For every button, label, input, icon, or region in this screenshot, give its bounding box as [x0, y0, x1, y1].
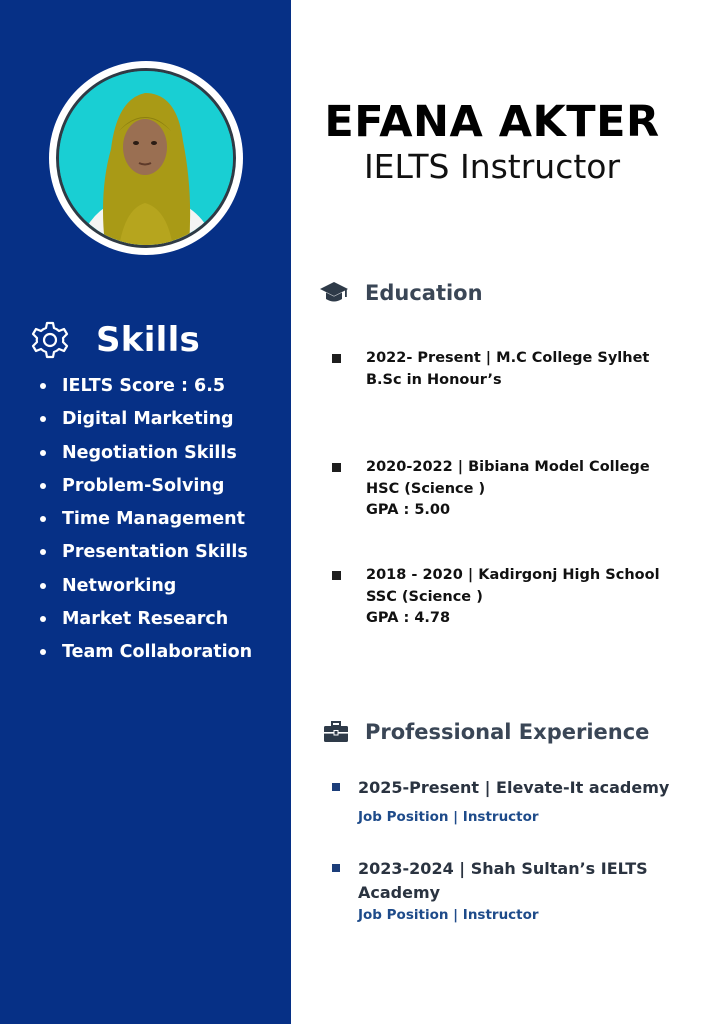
education-line: HSC (Science ) — [366, 480, 486, 497]
bullet-square — [332, 783, 340, 791]
profile-photo — [56, 68, 236, 248]
skills-heading — [30, 318, 200, 362]
person-name: EFANA AKTER — [324, 97, 660, 147]
experience-title-line: 2023-2024 | Shah Sultan’s IELTS — [358, 859, 648, 878]
bullet-square — [332, 571, 341, 580]
graduation-cap-icon — [319, 280, 349, 306]
education-entry — [332, 565, 660, 630]
skill-item: Market Research — [38, 604, 252, 637]
skill-item: Problem-Solving — [38, 471, 252, 504]
bullet-square — [332, 354, 341, 363]
bullet-square — [332, 864, 340, 872]
skill-item: Networking — [38, 571, 252, 604]
skill-item: Presentation Skills — [38, 537, 252, 570]
education-line: GPA : 5.00 — [366, 502, 451, 518]
skill-item: IELTS Score : 6.5 — [38, 371, 252, 404]
skill-item: Negotiation Skills — [38, 438, 252, 471]
gear-icon — [30, 320, 70, 360]
skills-list — [38, 371, 252, 671]
experience-heading — [323, 720, 649, 744]
skill-item: Time Management — [38, 504, 252, 537]
experience-title-line: 2025-Present | Elevate-It academy — [358, 778, 670, 797]
job-position: Job Position | Instructor — [358, 809, 539, 825]
education-line: B.Sc in Honour’s — [366, 371, 502, 388]
education-entry — [332, 348, 649, 391]
experience-entry — [332, 776, 669, 825]
experience-title-line: Academy — [358, 883, 441, 902]
education-entry — [332, 457, 650, 522]
job-position: Job Position | Instructor — [358, 907, 539, 923]
experience-title: Professional Experience — [365, 720, 650, 744]
education-title: Education — [365, 281, 483, 305]
education-heading — [319, 280, 483, 306]
profile-photo-frame — [49, 61, 243, 255]
skill-item: Team Collaboration — [38, 637, 252, 670]
education-line: SSC (Science ) — [366, 588, 483, 605]
education-line: GPA : 4.78 — [366, 610, 451, 626]
experience-entry — [332, 857, 648, 923]
sidebar — [0, 0, 291, 1024]
education-line: 2022- Present | M.C College Sylhet — [366, 350, 650, 366]
briefcase-icon — [323, 721, 349, 743]
education-line: 2020-2022 | Bibiana Model College — [366, 459, 650, 475]
skills-title: Skills — [96, 320, 201, 360]
job-title: IELTS Instructor — [363, 147, 621, 186]
education-line: 2018 - 2020 | Kadirgonj High School — [366, 567, 660, 583]
bullet-square — [332, 463, 341, 472]
skill-item: Digital Marketing — [38, 404, 252, 437]
portrait-illustration — [59, 71, 233, 245]
